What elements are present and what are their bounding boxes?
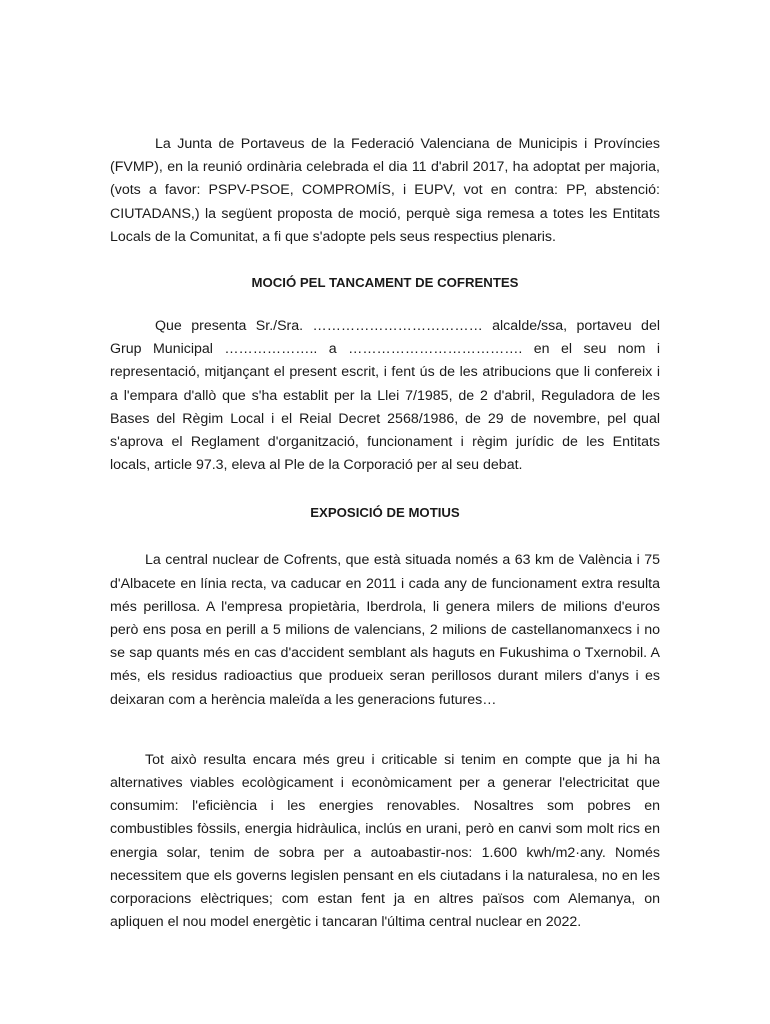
document-page: [110, 133, 660, 934]
motion-title: MOCIÓ PEL TANCAMENT DE COFRENTES: [251, 275, 519, 291]
motive-paragraph-2: Tot això resulta encara més greu i criticable si tenim en compte que ja hi ha alternatives viables ecològicament i econòmicament per a generar l'electricitat que consumim: l'eficiència i les energies renovables. Nosaltres som pobres en combustibles fòssils, energia hidràulica, inclús en urani, però en canvi som molt rics en energia solar, tenim de sobra per a autoabastir-nos: 1.600 kwh/m2·any. Només necessitem que els governs legislen pensant en els ciutadans i la naturalesa, no en les corporacions elèctriques; com estan fent ja en altres països com Alemanya, on apliquen el nou model energètic i tancaran l'última central nuclear en 2022.: [110, 751, 660, 931]
section-heading-motives: EXPOSICIÓ DE MOTIUS: [310, 505, 460, 521]
motive-paragraph-1: La central nuclear de Cofrents, que està situada només a 63 km de València i 75 d'Albacete en línia recta, va caducar en 2011 i cada any de funcionament extra resulta més perillosa. A l'empresa propietària, Iberdrola, li genera milers de milions d'euros però ens posa en perill a 5 milions de valencians, 2 milions de castellanomanxecs i no se sap quants més en cas d'accident semblant als haguts en Fukushima o Txernobil. A més, els residus radioactius que produeix seran perillosos durant milers d'anys i es deixaran com a herència maleïda a les generacions futures…: [110, 552, 660, 708]
intro-paragraph: La Junta de Portaveus de la Federació Valenciana de Municipis i Províncies (FVMP), en la reunió ordinària celebrada el dia 11 d'abril 2017, ha adoptat per majoria, (vots a favor: PSPV-PSOE, COMPROMÍS, i EUPV, vot en contra: PP, abstenció: CIUTADANS,) la següent proposta de moció, perquè siga remesa a totes les Entitats Locals de la Comunitat, a fi que s'adopte pels seus respectius plenaris.: [110, 136, 660, 245]
presentation-paragraph: Que presenta Sr./Sra. ……………………………… alcalde/ssa, portaveu del Grup Municipal ……………….. a ………………………………. en el seu nom i representació, mitjançant el present escrit, i fent ús de les atribucions que li confereix i a l'empara d'allò que s'ha establit per la Llei 7/1985, de 2 d'abril, Reguladora de les Bases del Règim Local i el Reial Decret 2568/1986, de 29 de novembre, pel qual s'aprova el Reglament d'organització, funcionament i règim jurídic de les Entitats locals, article 97.3, eleva al Ple de la Corporació per al seu debat.: [110, 318, 660, 474]
